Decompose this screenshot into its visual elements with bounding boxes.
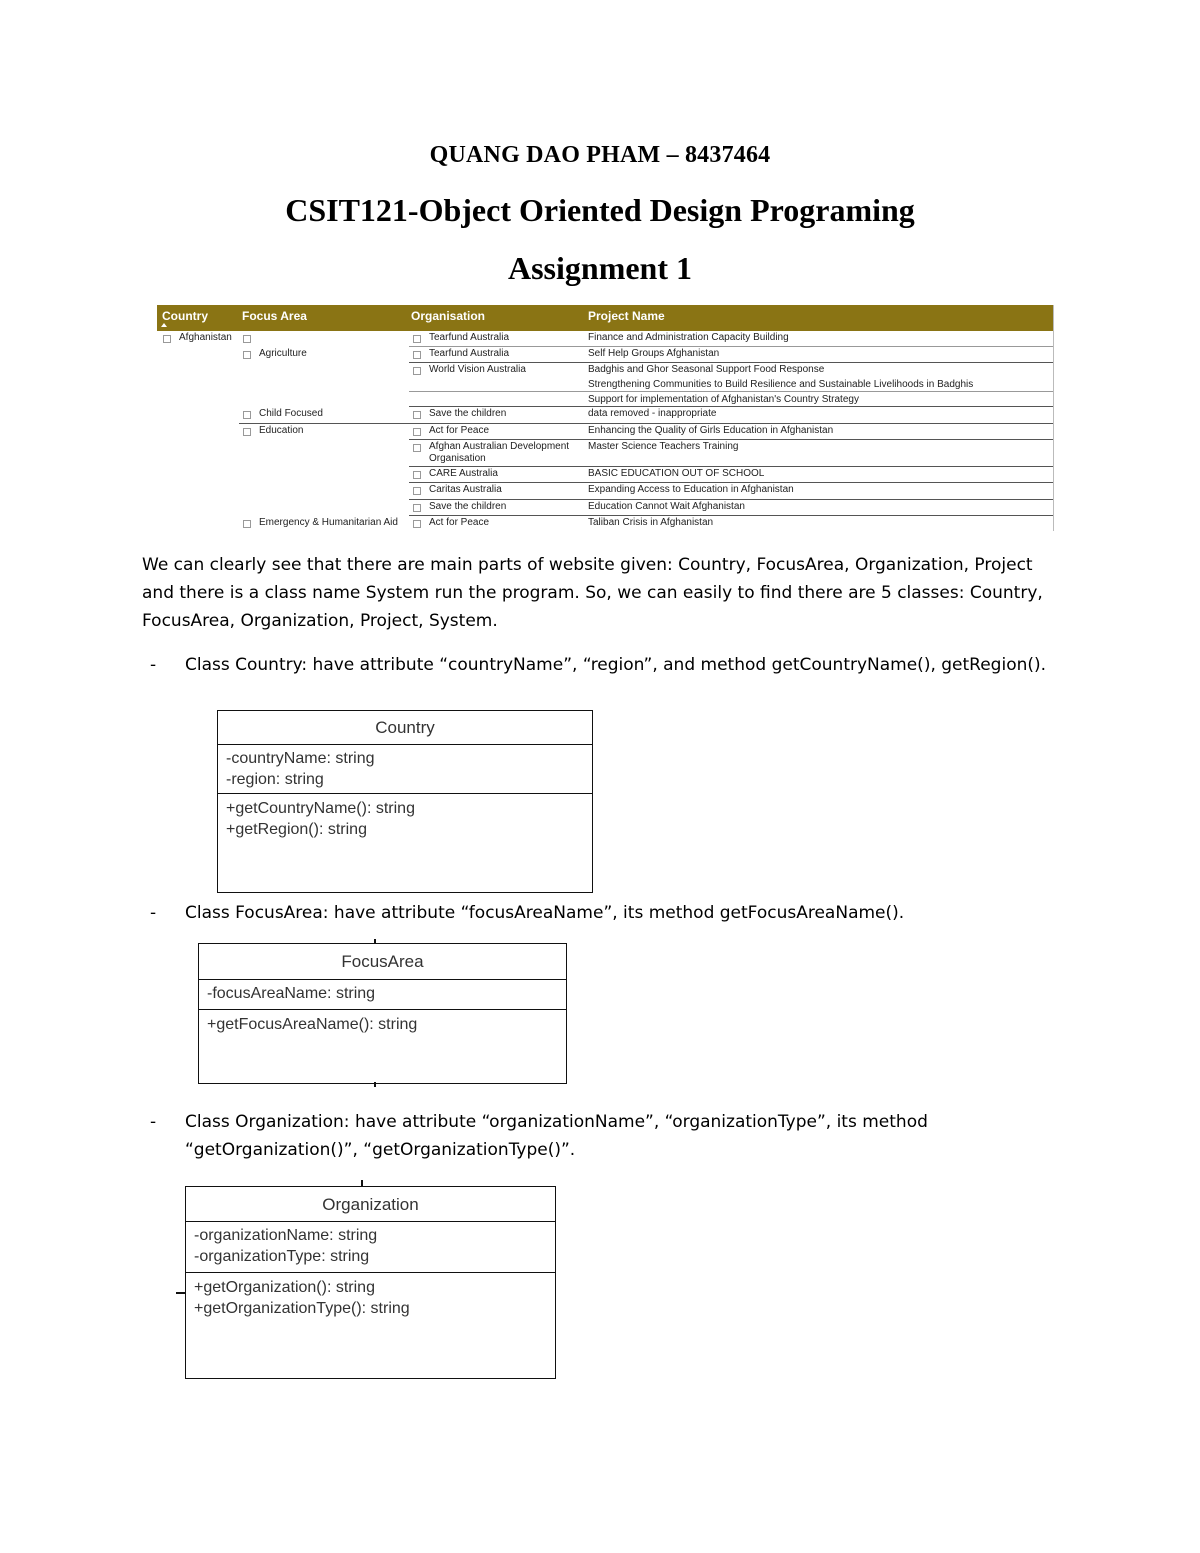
bullet-text: Class Organization: have attribute “organizationName”, “organizationType”, its method “getOrganization()”, “getOrganizationType()”. <box>185 1112 928 1160</box>
assignment-title: Assignment 1 <box>507 250 692 286</box>
focus-area-cell: Child Focused <box>259 408 323 419</box>
connector-tick <box>176 1292 185 1294</box>
project-cell: Enhancing the Quality of Girls Education in Afghanistan <box>588 425 834 436</box>
checkbox-icon <box>413 335 421 343</box>
column-header-focus-area: Focus Area <box>242 309 307 323</box>
course-title: CSIT121-Object Oriented Design Programing <box>285 192 915 228</box>
sort-arrow-icon <box>161 323 167 327</box>
uml-attributes <box>186 1222 555 1273</box>
bullet-dash: - <box>150 903 157 923</box>
organisation-cell: Tearfund Australia <box>429 332 510 343</box>
uml-class-name: Organization <box>186 1187 555 1222</box>
checkbox-icon <box>243 428 251 436</box>
project-cell: Strengthening Communities to Build Resilience and Sustainable Livelihoods in Badghis <box>588 379 974 390</box>
uml-operation: +getRegion(): string <box>226 821 367 838</box>
project-cell: Support for implementation of Afghanistan's Country Strategy <box>588 394 859 405</box>
country-cell: Afghanistan <box>179 332 232 343</box>
organisation-cell: Caritas Australia <box>429 484 502 495</box>
column-header-country: Country <box>162 309 208 323</box>
row-divider <box>409 439 1053 440</box>
uml-attributes <box>218 745 592 794</box>
project-cell: BASIC EDUCATION OUT OF SCHOOL <box>588 468 765 479</box>
row-divider <box>409 362 1053 363</box>
checkbox-icon <box>243 351 251 359</box>
checkbox-icon <box>413 428 421 436</box>
focus-area-cell: Emergency & Humanitarian Aid <box>259 517 398 528</box>
organisation-cell: World Vision Australia <box>429 364 526 375</box>
uml-class-name: Country <box>218 711 592 745</box>
checkbox-icon <box>413 444 421 452</box>
project-cell: Finance and Administration Capacity Building <box>588 332 789 343</box>
organisation-cell: Save the children <box>429 408 507 419</box>
organisation-cell: CARE Australia <box>429 468 498 479</box>
row-divider <box>409 346 1053 347</box>
uml-operation: +getCountryName(): string <box>226 800 415 817</box>
project-cell: data removed - inappropriate <box>588 408 717 419</box>
checkbox-icon <box>413 520 421 528</box>
checkbox-icon <box>413 351 421 359</box>
focus-area-cell: Agriculture <box>259 348 307 359</box>
uml-class-organization <box>185 1186 556 1379</box>
checkbox-icon <box>413 471 421 479</box>
organisation-cell: Act for Peace <box>429 517 490 528</box>
row-divider <box>409 482 1053 483</box>
project-cell: Taliban Crisis in Afghanistan <box>588 517 714 528</box>
checkbox-icon <box>413 411 421 419</box>
bullet-text: Class FocusArea: have attribute “focusAreaName”, its method getFocusAreaName(). <box>185 903 905 923</box>
organisation-cell: Save the children <box>429 501 507 512</box>
uml-operation: +getOrganizationType(): string <box>194 1300 410 1317</box>
organisation-cell: Afghan Australian Development Organisation <box>429 441 570 464</box>
uml-attribute: -countryName: string <box>226 750 375 767</box>
uml-operation: +getFocusAreaName(): string <box>207 1016 418 1033</box>
uml-attribute: -organizationName: string <box>194 1227 378 1244</box>
row-divider <box>409 466 1053 467</box>
uml-attribute: -organizationType: string <box>194 1248 370 1265</box>
checkbox-icon <box>243 520 251 528</box>
organisation-cell: Act for Peace <box>429 425 490 436</box>
focus-area-cell: Education <box>259 425 304 436</box>
table-header <box>157 305 1053 331</box>
uml-class-focusarea <box>198 943 567 1084</box>
checkbox-icon <box>243 411 251 419</box>
checkbox-icon <box>163 335 171 343</box>
uml-class-name: FocusArea <box>199 944 566 980</box>
project-cell: Badghis and Ghor Seasonal Support Food Response <box>588 364 825 375</box>
row-divider <box>239 423 1053 424</box>
bullet-dash: - <box>150 655 157 675</box>
uml-attribute: -region: string <box>226 771 324 788</box>
website-table-screenshot <box>157 305 1054 531</box>
uml-operations <box>199 1010 566 1039</box>
checkbox-icon <box>413 367 421 375</box>
author-heading: QUANG DAO PHAM – 8437464 <box>429 142 771 168</box>
checkbox-icon <box>413 487 421 495</box>
uml-class-country <box>217 710 593 893</box>
project-cell: Education Cannot Wait Afghanistan <box>588 501 745 512</box>
checkbox-icon <box>243 335 251 343</box>
project-cell: Self Help Groups Afghanistan <box>588 348 720 359</box>
uml-operations <box>186 1273 555 1323</box>
organisation-cell: Tearfund Australia <box>429 348 510 359</box>
uml-attributes <box>199 980 566 1010</box>
project-cell: Master Science Teachers Training <box>588 441 739 452</box>
row-divider <box>409 515 1053 516</box>
row-divider <box>409 391 1053 392</box>
bullet-text: Class Country: have attribute “countryName”, “region”, and method getCountryName(), getRegion(). <box>185 655 1047 675</box>
intro-paragraph: We can clearly see that there are main parts of website given: Country, FocusArea, Organization, Project and there is a class name System run the program. So, we can easily to find there are 5 classes: Country, FocusArea, Organization, Project, System. <box>142 555 1043 631</box>
project-cell: Expanding Access to Education in Afghanistan <box>588 484 794 495</box>
row-divider <box>409 499 1053 500</box>
uml-operations <box>218 794 592 844</box>
row-divider <box>409 406 1053 407</box>
checkbox-icon <box>413 504 421 512</box>
uml-operation: +getOrganization(): string <box>194 1279 375 1296</box>
column-header-project: Project Name <box>588 309 665 323</box>
column-header-organisation: Organisation <box>411 309 486 323</box>
bullet-dash: - <box>150 1112 157 1132</box>
connector-tick <box>374 1082 376 1087</box>
uml-attribute: -focusAreaName: string <box>207 985 376 1002</box>
